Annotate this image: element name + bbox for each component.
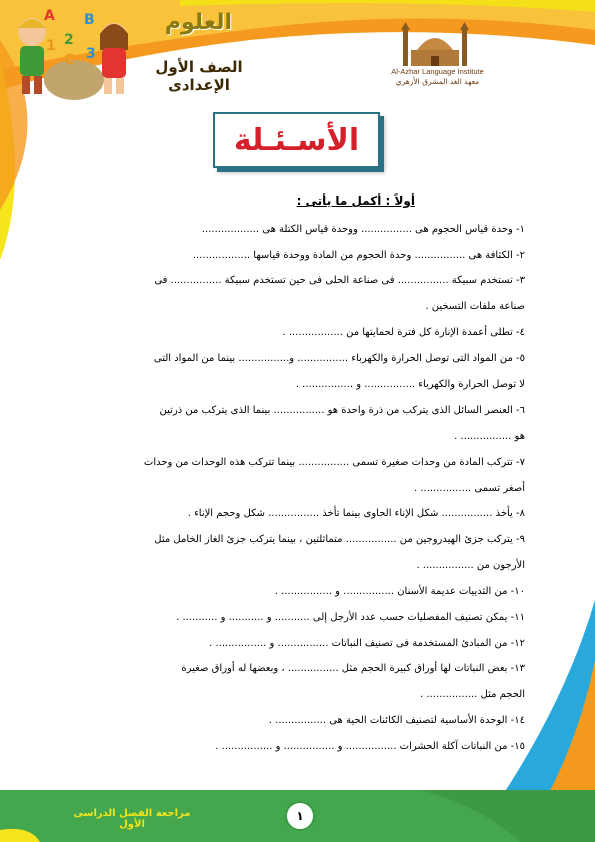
question-line: الحجم مثل ................ . (420, 689, 525, 700)
question-line: ١٣- بعض النباتات لها أوراق كبيرة الحجم مثل ................ ، وبعضها له أوراق صغيرة (181, 663, 525, 674)
question-line: ١٤- الوحدة الأساسية لتصنيف الكائنات الحية هى ................ . (268, 715, 525, 726)
question-line: ١١- يمكن تصنيف المفصليات حسب عدد الأرجل إلى ........... و ........... و ........... . (176, 612, 525, 623)
question-line: هو ................ . (454, 431, 525, 442)
question-line: صناعة ملفات التسخين . (425, 301, 525, 312)
question-line: ١٢- من المبادئ المستخدمة فى تصنيف النباتات ................ و ................ . (209, 638, 525, 649)
questions-banner (213, 112, 380, 168)
question-line: ٣- تستخدم سبيكة ................ فى صناعة الحلى فى حين تستخدم سبيكة ................ فى (154, 275, 525, 286)
question-line: ١٥- من النباتات آكلة الحشرات ................ و ................ و ................ . (215, 741, 525, 752)
letter-C: C (64, 52, 75, 68)
question-line: لا توصل الحرارة والكهرباء ................ و ................ . (295, 379, 525, 390)
institute-name-ar: معهد الغد المشرق الأزهري (395, 77, 480, 86)
kids-illustration (4, 2, 134, 102)
question-line: ٦- العنصر السائل الذى يتركب من ذرة واحدة هو ................ بينما الذى يتركب من ذرتين (159, 405, 525, 416)
question-line: أصغر تسمى ................ . (413, 483, 525, 494)
digit-1: 1 (46, 38, 56, 54)
question-line: ٢- الكثافة هى ................ وحدة الحجوم من المادة ووحدة قياسها .................. (192, 250, 525, 261)
section-heading: أولاً : أكمل ما يأتى : (296, 194, 415, 208)
letter-B: B (84, 12, 95, 28)
question-line: ٧- تتركب المادة من وحدات صغيرة تسمى ................ بينما تتركب هذه الوحدات من وحدات (143, 457, 525, 468)
digit-3: 3 (86, 46, 96, 62)
question-line: ٥- من المواد التى توصل الحرارة والكهرباء ................ و................ بينما من المواد التى (153, 353, 525, 364)
banner-title: الأسـئـلة (233, 122, 360, 158)
question-line: ٩- يتركب جزئ الهيدروجين من ................ متماثلتين ، بينما يتركب جزئ الغاز الخامل مثل (154, 534, 525, 545)
question-line: ٨- يأخذ ................ شكل الإناء الحاوى بينما تأخذ ................ شكل وحجم الإناء . (187, 508, 525, 519)
footer-review-text: مراجعة الفصل الدراسى الأول (73, 808, 191, 830)
mosque-logo-icon (393, 22, 477, 70)
institute-name-en: Al-Azhar Language Institute (391, 67, 484, 76)
digit-2: 2 (64, 32, 74, 48)
question-line: ١٠- من الثدييات عديمة الأسنان ................ و ................ . (274, 586, 525, 597)
letter-A: A (44, 8, 55, 24)
question-line: ١- وحدة قياس الحجوم هى ................ ووحدة قياس الكتلة هى .................. (201, 224, 525, 235)
question-line: ٤- تطلى أعمدة الإنارة كل فترة لحمايتها من ................. . (282, 327, 525, 338)
question-line: الأرجون من ................ . (416, 560, 525, 571)
grade-title: الصف الأول الإعدادى (155, 58, 243, 94)
subject-title: العلوم (164, 10, 232, 35)
page-number: ١ (285, 801, 315, 831)
